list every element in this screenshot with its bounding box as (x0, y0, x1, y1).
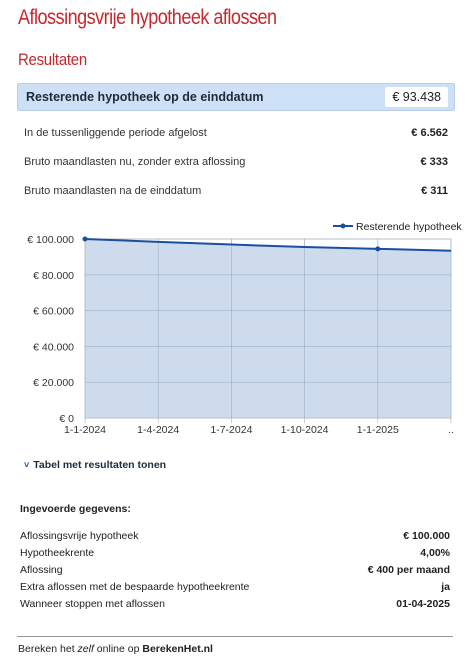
x-tick-label: 1-10-2024 (280, 424, 329, 436)
result-highlight (17, 83, 455, 111)
x-tick-label: 1-4-2024 (137, 424, 180, 436)
result-row (24, 156, 448, 168)
x-tick-label: 1-1-2025 (356, 424, 399, 436)
legend-marker (341, 224, 346, 229)
y-tick-label: € 80.000 (33, 269, 74, 282)
input-value: € 400 per maand (367, 564, 450, 576)
result-label: Bruto maandlasten nu, zonder extra aflossing (24, 156, 246, 168)
inputs-title: Ingevoerde gegevens: (20, 503, 131, 515)
footer (18, 643, 213, 655)
y-tick-label: € 100.000 (27, 234, 74, 246)
toggle-table-button[interactable] (24, 459, 166, 471)
footer-divider (17, 636, 453, 637)
input-label: Hypotheekrente (20, 547, 95, 559)
x-tick-label: 1-1-2024 (63, 424, 107, 436)
footer-middle: online op (93, 643, 143, 655)
result-row (24, 185, 448, 197)
series-point (83, 237, 88, 242)
result-value: € 333 (420, 156, 448, 168)
x-tick-label: 1-7-2024 (210, 424, 253, 436)
footer-brand-link[interactable]: BerekenHet.nl (142, 643, 213, 655)
input-row (20, 598, 450, 610)
footer-prefix: Bereken het (18, 643, 78, 655)
input-value: ja (441, 581, 450, 593)
input-value: 01-04-2025 (396, 598, 450, 610)
input-label: Aflossingsvrije hypotheek (20, 530, 139, 542)
toggle-label: Tabel met resultaten tonen (33, 459, 167, 471)
mortgage-chart (0, 215, 474, 440)
result-value: € 311 (421, 185, 448, 197)
input-label: Extra aflossen met de bespaarde hypotheekrente (20, 581, 250, 593)
footer-emph: zelf (77, 643, 94, 655)
result-value: € 6.562 (411, 127, 448, 139)
input-row (20, 581, 450, 593)
highlight-label: Resterende hypotheek op de einddatum (26, 90, 264, 104)
input-label: Wanneer stoppen met aflossen (20, 598, 165, 610)
input-row (20, 547, 450, 559)
input-row (20, 530, 450, 542)
section-title: Resultaten (18, 50, 87, 69)
chevron-down-icon: ˅ (24, 460, 30, 470)
series-point (375, 246, 380, 251)
input-label: Aflossing (20, 564, 63, 576)
chart-legend[interactable] (333, 221, 462, 233)
series-area (85, 239, 451, 418)
input-value: 4,00% (420, 547, 450, 559)
input-row (20, 564, 450, 576)
y-tick-label: € 60.000 (33, 305, 74, 318)
page-title: Aflossingsvrije hypotheek aflossen (18, 6, 277, 29)
y-tick-label: € 0 (59, 413, 74, 425)
legend-label: Resterende hypotheek (356, 221, 462, 233)
result-label: In de tussenliggende periode afgelost (24, 127, 207, 139)
y-tick-label: € 40.000 (33, 341, 74, 354)
y-tick-label: € 20.000 (33, 377, 74, 390)
chart-area-layer (83, 237, 452, 419)
x-tick-label: .. (448, 424, 454, 436)
result-label: Bruto maandlasten na de einddatum (24, 185, 202, 197)
highlight-value: € 93.438 (385, 87, 448, 107)
input-value: € 100.000 (403, 530, 450, 542)
result-row (24, 127, 448, 139)
